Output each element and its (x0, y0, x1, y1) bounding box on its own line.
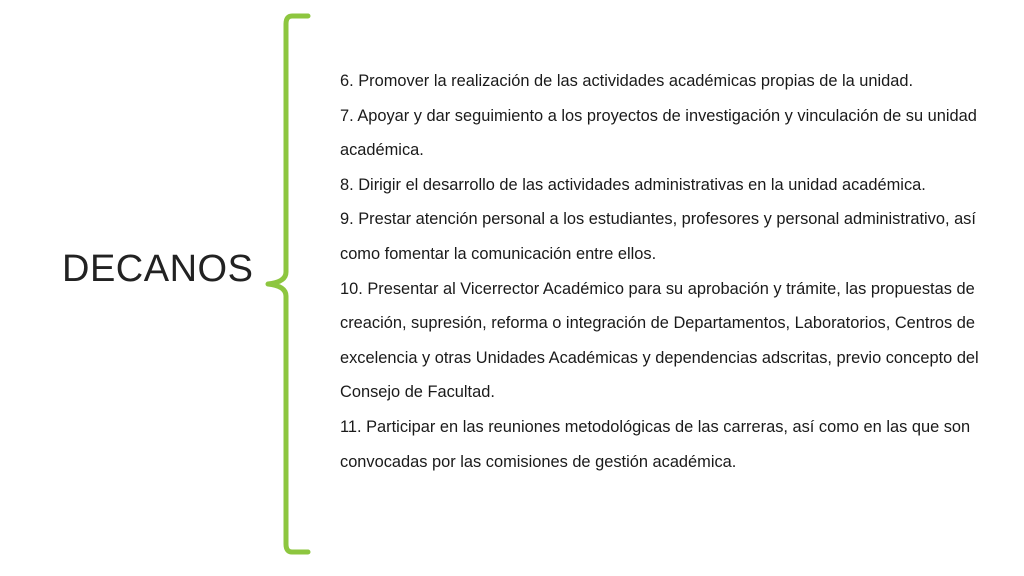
left-brace-icon (258, 10, 318, 558)
list-item: 6. Promover la realización de las actividades académicas propias de la unidad. (340, 72, 914, 90)
list-item: 11. Participar en las reuniones metodológicas de las carreras, así como en las que son convocadas por las comisiones de gestión académica. (340, 417, 971, 471)
list-item: 9. Prestar atención personal a los estudiantes, profesores y personal administrativo, así como fomentar la comunicación entre ellos. (340, 210, 976, 263)
list-item: 10. Presentar al Vicerrector Académico para su aprobación y trámite, las propuestas de creación, supresión, reforma o integración de Departamentos, Laboratorios, Centros de excelencia y otras Unidades Académicas y dependencias adscritas, previo concepto del Consejo de Facultad. (340, 279, 979, 402)
list-item: 8. Dirigir el desarrollo de las actividades administrativas en la unidad académica. (340, 175, 926, 194)
content-list (340, 64, 1000, 479)
list-item: 7. Apoyar y dar seguimiento a los proyectos de investigación y vinculación de su unidad académica. (340, 106, 977, 160)
slide-title: DECANOS (62, 248, 254, 290)
